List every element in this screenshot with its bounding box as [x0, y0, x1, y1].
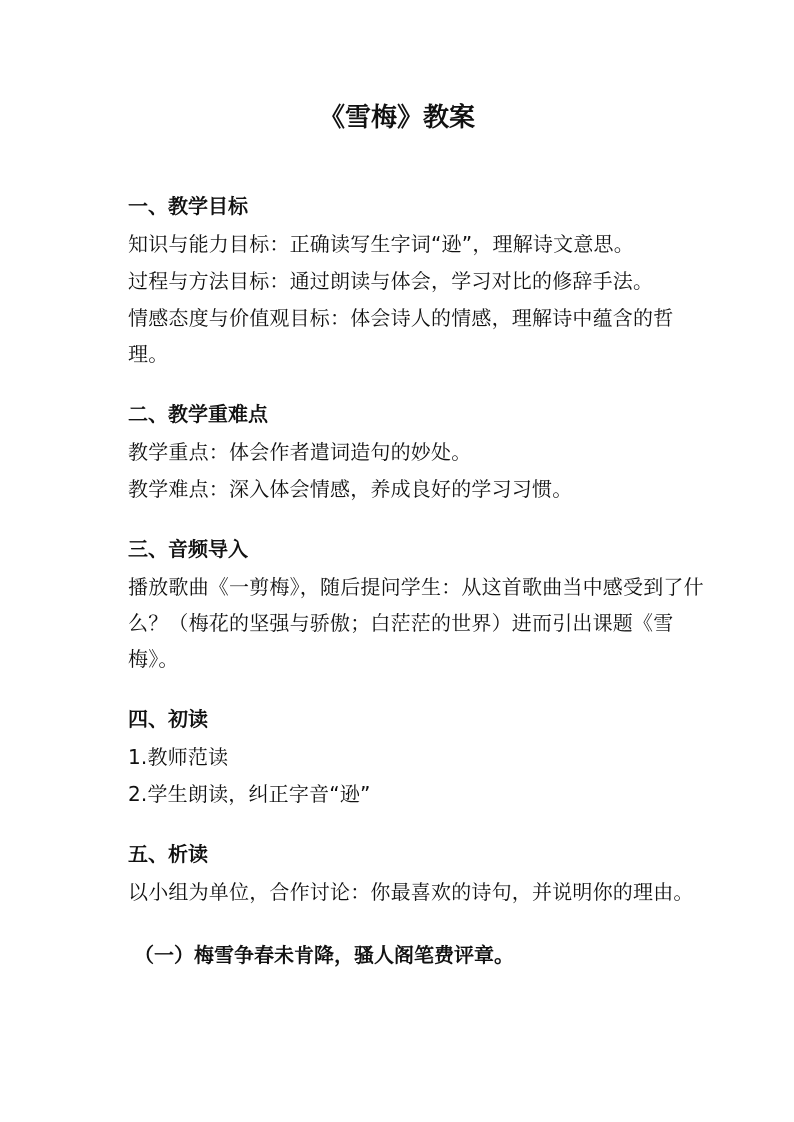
section-teaching-goals — [128, 188, 708, 372]
section-audio-intro — [128, 531, 708, 677]
paragraph: 教学重点：体会作者遣词造句的妙处。 — [128, 440, 472, 464]
paragraph: 过程与方法目标：通过朗读与体会，学习对比的修辞手法。 — [128, 269, 654, 293]
section-heading: 四、初读 — [128, 707, 208, 731]
section-heading: 五、析读 — [128, 842, 208, 866]
list-item: 2.学生朗读，纠正字音“逊” — [128, 782, 371, 806]
paragraph: 教学难点：深入体会情感，养成良好的学习习惯。 — [128, 477, 573, 501]
section-heading: 一、教学目标 — [128, 194, 248, 218]
section-analysis-reading — [128, 836, 708, 910]
document-title: 《雪梅》教案 — [318, 103, 475, 133]
section-heading: 二、教学重难点 — [128, 402, 268, 426]
paragraph: 情感态度与价值观目标：体会诗人的情感，理解诗中蕴含的哲理。 — [128, 306, 674, 366]
list-item: 1.教师范读 — [128, 745, 229, 769]
document-body — [128, 188, 708, 973]
paragraph: 播放歌曲《一剪梅》，随后提问学生：从这首歌曲当中感受到了什么？（梅花的坚强与骄傲；白茫茫的世界）进而引出课题《雪梅》。 — [128, 575, 704, 671]
subsection-heading: （一）梅雪争春未肯降，骚人阁笔费评章。 — [134, 943, 514, 967]
paragraph: 知识与能力目标：正确读写生字词“逊”，理解诗文意思。 — [128, 232, 634, 256]
paragraph: 以小组为单位，合作讨论：你最喜欢的诗句，并说明你的理由。 — [128, 880, 694, 904]
section-first-reading — [128, 701, 708, 812]
section-heading: 三、音频导入 — [128, 537, 248, 561]
section-key-points — [128, 396, 708, 507]
